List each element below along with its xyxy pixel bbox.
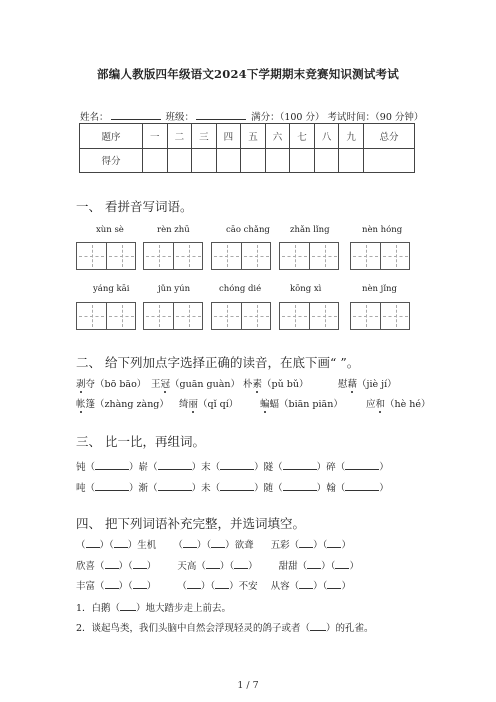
pronunciation-item: 应和（hè hé） xyxy=(366,396,431,410)
pinyin: jǔn yún xyxy=(158,284,191,294)
pinyin: nèn jǐng xyxy=(362,284,397,294)
writing-grid[interactable] xyxy=(76,242,136,270)
idiom-row: （ ）（ ）生机 （ ）（ ）欲聋 五彩（ ）（ ） xyxy=(76,540,351,551)
score-cell[interactable] xyxy=(216,148,241,173)
pinyin: kōng xì xyxy=(290,284,322,294)
answer-blank[interactable] xyxy=(345,482,379,491)
pronunciation-item: 朴素（pǔ bǔ） xyxy=(243,376,308,390)
header-cell: 二 xyxy=(167,124,192,149)
header-cell: 总分 xyxy=(364,124,415,149)
answer-blank[interactable] xyxy=(211,539,225,548)
writing-grid[interactable] xyxy=(76,302,136,330)
student-info-line xyxy=(80,109,423,123)
pinyin: chóng dié xyxy=(219,284,262,294)
score-cell[interactable] xyxy=(192,148,217,173)
pinyin: rèn zhū xyxy=(157,225,190,235)
writing-grid[interactable] xyxy=(350,302,410,330)
class-label: 班级： xyxy=(165,112,195,123)
pronunciation-item: 蝙蝠（biān piān） xyxy=(260,396,343,410)
pronunciation-item: 剥夺（bō bāo） xyxy=(76,376,146,390)
writing-grid[interactable] xyxy=(143,302,203,330)
writing-grid[interactable] xyxy=(143,242,203,270)
score-cell[interactable] xyxy=(364,148,415,173)
section-2-heading: 二、 给下列加点字选择正确的读音，在底下画“ ”。 xyxy=(76,355,360,370)
score-cell[interactable] xyxy=(241,148,266,173)
pronunciation-item: 王冠（guān guàn） xyxy=(151,376,240,390)
full-score: 满分：（100 分） xyxy=(251,112,325,123)
header-cell: 六 xyxy=(265,124,290,149)
header-cell: 八 xyxy=(314,124,339,149)
compare-row: 吨（ ）渐（ ）未（ ）随（ ）翰（ ） xyxy=(76,483,389,494)
idiom-row: 欣喜（ ）（ ） 天高（ ）（ ） 甜甜（ ）（ ） xyxy=(76,561,359,572)
writing-grid[interactable] xyxy=(211,242,271,270)
writing-grid[interactable] xyxy=(211,302,271,330)
answer-blank[interactable] xyxy=(220,482,254,491)
header-cell: 三 xyxy=(192,124,217,149)
answer-blank[interactable] xyxy=(283,461,317,470)
header-cell: 七 xyxy=(290,124,315,149)
section-3-heading: 三、 比一比，再组词。 xyxy=(76,434,205,449)
score-row xyxy=(80,148,415,173)
answer-blank[interactable] xyxy=(158,461,192,470)
score-table xyxy=(79,123,415,173)
answer-blank[interactable] xyxy=(307,560,321,569)
name-label: 姓名： xyxy=(80,112,109,123)
answer-blank[interactable] xyxy=(105,560,119,569)
answer-blank[interactable] xyxy=(86,539,100,548)
answer-blank[interactable] xyxy=(133,580,147,589)
answer-blank[interactable] xyxy=(105,580,119,589)
score-cell[interactable] xyxy=(167,148,192,173)
score-cell[interactable] xyxy=(314,148,339,173)
answer-blank[interactable] xyxy=(299,539,313,548)
header-cell: 九 xyxy=(339,124,364,149)
answer-blank[interactable] xyxy=(206,560,220,569)
answer-blank[interactable] xyxy=(215,580,229,589)
page-number: 1 / 7 xyxy=(237,680,259,691)
answer-blank[interactable] xyxy=(299,580,313,589)
score-cell[interactable] xyxy=(143,148,168,173)
answer-blank[interactable] xyxy=(234,560,248,569)
answer-blank[interactable] xyxy=(95,461,129,470)
answer-blank[interactable] xyxy=(327,539,341,548)
answer-blank[interactable] xyxy=(187,580,201,589)
writing-grid[interactable] xyxy=(279,302,339,330)
answer-blank[interactable] xyxy=(183,539,197,548)
answer-blank[interactable] xyxy=(114,539,128,548)
section-1-heading: 一、 看拼音写词语。 xyxy=(76,199,193,214)
writing-grid[interactable] xyxy=(350,242,410,270)
header-cell: 五 xyxy=(241,124,266,149)
pinyin: nèn hóng xyxy=(362,225,403,235)
score-cell[interactable] xyxy=(339,148,364,173)
header-cell: 题序 xyxy=(80,124,143,149)
exam-time: 考试时间：（90 分钟） xyxy=(327,112,424,123)
score-table-header-row xyxy=(80,124,415,149)
answer-blank[interactable] xyxy=(310,622,326,631)
answer-blank[interactable] xyxy=(345,461,379,470)
score-cell[interactable] xyxy=(290,148,315,173)
answer-blank[interactable] xyxy=(335,560,349,569)
page-title: 部编人教版四年级语文2024下学期期末竞赛知识测试考试 xyxy=(97,67,399,81)
score-row-label: 得分 xyxy=(80,148,143,173)
sentence-1: 1．白鹅（ ）地大踏步走上前去。 xyxy=(76,603,232,614)
answer-blank[interactable] xyxy=(133,560,147,569)
answer-blank[interactable] xyxy=(220,461,254,470)
pinyin: yáng kāi xyxy=(93,284,130,294)
answer-blank[interactable] xyxy=(283,482,317,491)
answer-blank[interactable] xyxy=(120,602,136,611)
answer-blank[interactable] xyxy=(95,482,129,491)
pronunciation-item: 帐篷（zhàng zàng） xyxy=(76,396,169,410)
pinyin: zhǎn lǐng xyxy=(290,225,330,235)
answer-blank[interactable] xyxy=(327,580,341,589)
header-cell: 一 xyxy=(143,124,168,149)
score-cell[interactable] xyxy=(265,148,290,173)
sentence-2: 2．谈起鸟类，我们头脑中自然会浮现轻灵的鸽子或者（ ）的孔雀。 xyxy=(76,623,374,634)
header-cell: 四 xyxy=(216,124,241,149)
section-4-heading: 四、 把下列词语补充完整，并选词填空。 xyxy=(76,516,305,531)
pinyin: xùn sè xyxy=(96,225,124,235)
answer-blank[interactable] xyxy=(158,482,192,491)
class-blank[interactable] xyxy=(196,110,246,120)
pronunciation-item: 绮丽（qǐ qí） xyxy=(179,396,238,410)
writing-grid[interactable] xyxy=(279,242,339,270)
idiom-row: 丰富（ ）（ ） （ ）（ ）不安 从容（ ）（ ） xyxy=(76,581,351,592)
pronunciation-item: 慰藉（jiè jí） xyxy=(338,376,397,390)
compare-row: 钝（ ）崭（ ）末（ ）隧（ ）碎（ ） xyxy=(76,462,389,473)
pinyin: cāo chǎng xyxy=(226,225,270,235)
name-blank[interactable] xyxy=(111,110,161,120)
